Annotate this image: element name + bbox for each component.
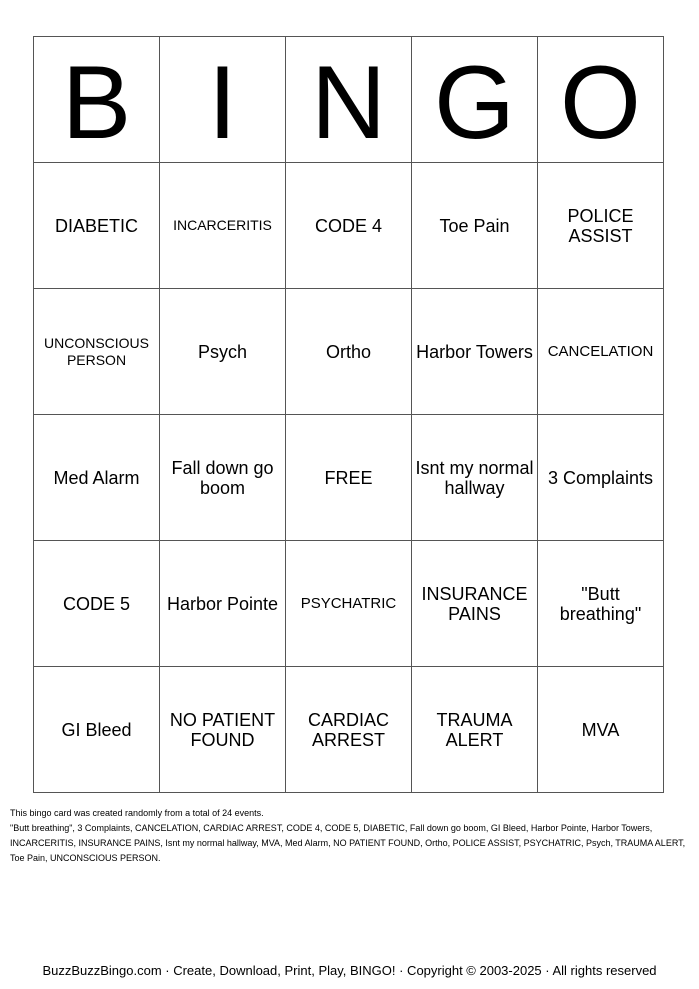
bingo-cell: Med Alarm [34,415,160,541]
bingo-cell: DIABETIC [34,163,160,289]
bingo-card [33,36,664,793]
bingo-cell: "Butt breathing" [538,541,664,667]
bingo-cell: MVA [538,667,664,793]
free-space-cell: FREE [286,415,412,541]
header-letter: I [160,37,286,163]
bingo-cell: INSURANCE PAINS [412,541,538,667]
note-event-list: "Butt breathing", 3 Complaints, CANCELATION, CARDIAC ARREST, CODE 4, CODE 5, DIABETIC, Fall down go boom, GI Bleed, Harbor Pointe, Harbor Towers, INCARCERITIS, INSURANCE PAINS, Isnt my normal hallway, MVA, Med Alarm, NO PATIENT FOUND, Ortho, POLICE ASSIST, PSYCHATRIC, Psych, TRAUMA ALERT, Toe Pain, UNCONSCIOUS PERSON. [10,823,686,863]
card-row [34,163,664,289]
bingo-cell: POLICE ASSIST [538,163,664,289]
header-letter: O [538,37,664,163]
card-row [34,289,664,415]
bingo-cell: Isnt my normal hallway [412,415,538,541]
bingo-cell: Psych [160,289,286,415]
header-letter: G [412,37,538,163]
card-info-note [10,806,690,866]
bingo-cell: Toe Pain [412,163,538,289]
bingo-cell: CODE 4 [286,163,412,289]
bingo-cell: TRAUMA ALERT [412,667,538,793]
note-summary: This bingo card was created randomly from a total of 24 events. [10,808,264,818]
card-row [34,415,664,541]
bingo-cell: NO PATIENT FOUND [160,667,286,793]
page-footer: BuzzBuzzBingo.com · Create, Download, Print, Play, BINGO! · Copyright © 2003-2025 · All rights reserved [42,963,657,978]
bingo-cell: Harbor Towers [412,289,538,415]
card-row [34,541,664,667]
bingo-cell: Ortho [286,289,412,415]
bingo-cell: CARDIAC ARREST [286,667,412,793]
bingo-cell: Fall down go boom [160,415,286,541]
bingo-cell: Harbor Pointe [160,541,286,667]
bingo-cell: GI Bleed [34,667,160,793]
bingo-cell: CANCELATION [538,289,664,415]
header-letter: N [286,37,412,163]
bingo-cell: UNCONSCIOUS PERSON [34,289,160,415]
bingo-cell: 3 Complaints [538,415,664,541]
header-row [34,37,664,163]
bingo-cell: CODE 5 [34,541,160,667]
header-letter: B [34,37,160,163]
bingo-cell: INCARCERITIS [160,163,286,289]
bingo-cell: PSYCHATRIC [286,541,412,667]
card-row [34,667,664,793]
